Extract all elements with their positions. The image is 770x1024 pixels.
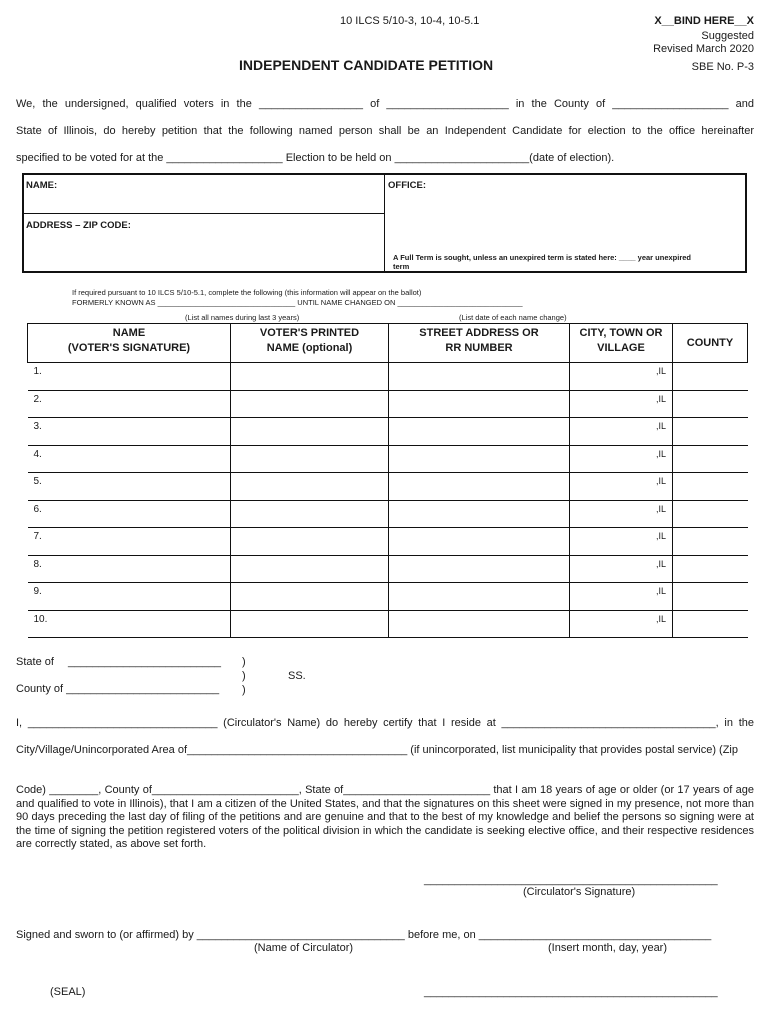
printed-name-cell[interactable] [231,445,389,473]
county-cell[interactable] [673,583,748,611]
bind-here-mark: X__BIND HERE__X [654,15,754,27]
signature-cell[interactable]: 8. [28,555,231,583]
table-row [28,610,748,638]
address-zip-label[interactable]: ADDRESS – ZIP CODE: [26,220,131,231]
venue-ss: SS. [288,670,306,682]
city-cell[interactable]: ,IL [570,473,673,501]
street-address-cell[interactable] [389,610,570,638]
col-header-printed-name: VOTER'S PRINTED NAME (optional) [231,324,389,363]
printed-name-cell[interactable] [231,363,389,391]
name-change-note: (List date of each name change) [459,313,567,322]
table-row [28,473,748,501]
term-note: A Full Term is sought, unless an unexpired term is stated here: ____ year unexpired [393,253,692,262]
circulator-name-label: (Name of Circulator) [254,942,354,954]
city-cell[interactable]: ,IL [570,418,673,446]
signature-cell[interactable]: 9. [28,583,231,611]
venue-state-label: State of [16,656,54,668]
printed-name-cell[interactable] [231,555,389,583]
candidate-box-divider [24,213,384,214]
city-cell[interactable]: ,IL [570,500,673,528]
table-row [28,363,748,391]
street-address-cell[interactable] [389,418,570,446]
signature-cell[interactable]: 1. [28,363,231,391]
table-row [28,528,748,556]
statute-citation: 10 ILCS 5/10-3, 10-4, 10-5.1 [340,15,480,27]
city-cell[interactable]: ,IL [570,555,673,583]
county-cell[interactable] [673,473,748,501]
table-row [28,390,748,418]
certification-line-1[interactable]: I, _______________________________ (Circulator's Name) do hereby certify that I reside at ___________________________________, in the [16,717,754,729]
notary-signature-line[interactable]: ________________________________________________ [424,986,718,998]
printed-name-cell[interactable] [231,473,389,501]
venue-paren-3: ) [242,684,246,696]
city-cell[interactable]: ,IL [570,583,673,611]
signature-table [27,323,748,638]
city-cell[interactable]: ,IL [570,528,673,556]
formerly-known-as-line[interactable]: FORMERLY KNOWN AS _________________________________ UNTIL NAME CHANGED ON ______________________________ [72,298,523,307]
venue-county-line[interactable]: County of _________________________ [16,683,220,695]
names-note: (List all names during last 3 years) [185,313,300,322]
signature-cell[interactable]: 3. [28,418,231,446]
page-title: INDEPENDENT CANDIDATE PETITION [239,57,494,73]
signature-cell[interactable]: 6. [28,500,231,528]
col-header-name: NAME (VOTER'S SIGNATURE) [28,324,231,363]
col-header-city: CITY, TOWN OR VILLAGE [570,324,673,363]
printed-name-cell[interactable] [231,610,389,638]
city-cell[interactable]: ,IL [570,390,673,418]
county-cell[interactable] [673,500,748,528]
office-label[interactable]: OFFICE: [388,180,426,191]
date-label: (Insert month, day, year) [548,942,668,954]
intro-line-1: We, the undersigned, qualified voters in the _________________ of ____________________ in the County of ___________________ and [16,98,754,110]
county-cell[interactable] [673,445,748,473]
form-number: SBE No. P-3 [691,61,754,73]
intro-line-2: State of Illinois, do hereby petition that the following named person shall be an Independent Candidate for election to the office hereinafter [16,125,754,137]
table-row [28,583,748,611]
street-address-cell[interactable] [389,445,570,473]
street-address-cell[interactable] [389,473,570,501]
street-address-cell[interactable] [389,500,570,528]
seal-label: (SEAL) [50,986,86,998]
col-header-county: COUNTY [673,324,748,363]
county-cell[interactable] [673,555,748,583]
county-cell[interactable] [673,528,748,556]
circulator-signature-label: (Circulator's Signature) [523,886,636,898]
table-row [28,555,748,583]
signature-table-header [28,324,748,363]
street-address-cell[interactable] [389,528,570,556]
venue-paren-2: ) [242,670,246,682]
signature-cell[interactable]: 5. [28,473,231,501]
candidate-name-label[interactable]: NAME: [26,180,58,191]
venue-paren-1: ) [242,656,246,668]
certification-line-2[interactable]: City/Village/Unincorporated Area of____________________________________ (if unincorporated, list municipality that provides postal service) (Zip [16,744,738,756]
street-address-cell[interactable] [389,363,570,391]
revised-date: Revised March 2020 [653,43,754,55]
county-cell[interactable] [673,390,748,418]
street-address-cell[interactable] [389,390,570,418]
signature-cell[interactable]: 10. [28,610,231,638]
city-cell[interactable]: ,IL [570,445,673,473]
printed-name-cell[interactable] [231,390,389,418]
county-cell[interactable] [673,363,748,391]
street-address-cell[interactable] [389,555,570,583]
table-row [28,500,748,528]
certification-body[interactable]: Code) ________, County of________________________, State of________________________ that I am 18 years of age or older (or 17 years of age and qualified to vote in Illinois), that I am a citizen of the United States, and that the signatures on this sheet were signed in my presence, not more than 90 days preceding the last day of filing of the petitions and are genuine and that to the best of my knowledge and belief the persons so signing were at the time of signing the petition registered voters of the political division in which the candidate is seeking elective office, and their respective residences are correctly stated, as above set forth. [16,784,754,850]
street-address-cell[interactable] [389,583,570,611]
sworn-statement[interactable]: Signed and sworn to (or affirmed) by __________________________________ before me, on ______________________________________ [16,929,712,941]
signature-cell[interactable]: 4. [28,445,231,473]
col-header-street-address: STREET ADDRESS OR RR NUMBER [389,324,570,363]
term-note-cont: term [393,262,410,271]
table-row [28,418,748,446]
printed-name-cell[interactable] [231,418,389,446]
county-cell[interactable] [673,418,748,446]
city-cell[interactable]: ,IL [570,610,673,638]
city-cell[interactable]: ,IL [570,363,673,391]
intro-line-3: specified to be voted for at the ___________________ Election to be held on ______________________(date of election). [16,152,615,164]
suggested-label: Suggested [701,30,754,42]
signature-cell[interactable]: 7. [28,528,231,556]
printed-name-cell[interactable] [231,500,389,528]
circulator-signature-line[interactable]: ________________________________________________ [424,874,718,886]
table-row [28,445,748,473]
printed-name-cell[interactable] [231,583,389,611]
formerly-instructions: If required pursuant to 10 ILCS 5/10-5.1, complete the following (this information will appear on the ballot) [72,288,422,297]
venue-state-blank[interactable]: _________________________ [68,656,221,668]
signature-cell[interactable]: 2. [28,390,231,418]
candidate-box-vdivider [384,175,385,271]
printed-name-cell[interactable] [231,528,389,556]
county-cell[interactable] [673,610,748,638]
